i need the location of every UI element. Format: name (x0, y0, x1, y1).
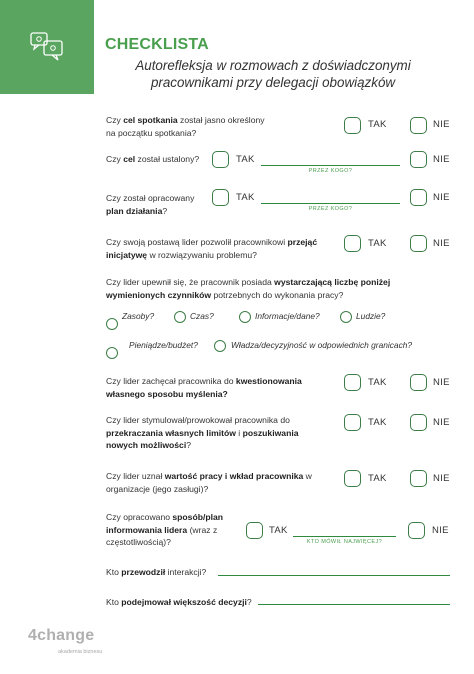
factor-label: Czas? (190, 311, 214, 321)
brand-tagline: akademia biznesu (58, 649, 103, 655)
option-label-yes: TAK (368, 377, 387, 388)
question-text: Czy lider stymulował/prowokował pracownika do (106, 415, 290, 425)
radio-factor-people[interactable] (340, 311, 352, 323)
hint-who: PRZEZ KOGO? (308, 206, 353, 212)
question-emphasis: podejmował większość decyzji (121, 597, 247, 607)
question-text: (wraz z częstotliwością)? (106, 524, 218, 547)
radio-factor-information[interactable] (239, 311, 251, 323)
page-subtitle: Autorefleksja w rozmowach z doświadczonymi pracownikami przy delegacji obowiązków (135, 58, 411, 90)
radio-factor-money[interactable] (106, 347, 118, 359)
checkbox-q4-yes[interactable] (344, 235, 361, 252)
option-label-no: NIE (433, 192, 450, 203)
question-emphasis: przewodził (121, 567, 166, 577)
question-text: ? (246, 597, 252, 607)
question-emphasis: wystarczającą liczbę poniżej wymienionych czynników (106, 277, 391, 300)
question-emphasis: kwestionowania własnego sposobu myślenia? (106, 376, 302, 399)
question-8 (106, 470, 316, 495)
question-text: ? (186, 440, 192, 450)
question-text: interakcji? (165, 567, 207, 577)
question-emphasis: poszukiwania nowych możliwości (106, 427, 299, 450)
option-label-yes: TAK (236, 154, 255, 165)
checkbox-q2-no[interactable] (410, 151, 427, 168)
checkbox-q4-no[interactable] (410, 235, 427, 252)
option-label-no: NIE (433, 377, 450, 388)
question-10 (106, 566, 226, 579)
question-text: Czy lider zachęcał pracownika do (106, 376, 236, 386)
question-text: Czy opracowano (106, 512, 173, 522)
option-label-no: NIE (433, 417, 450, 428)
factor-label: Ludzie? (356, 311, 386, 321)
factor-label: Pieniądze/budżet? (129, 340, 198, 350)
question-6 (106, 375, 341, 400)
question-emphasis: przejąć inicjatywę (106, 237, 318, 260)
question-text: w rozwiązywaniu problemu? (147, 249, 257, 260)
hint-who-spoke: KTO MÓWIŁ NAJWIĘCEJ? (306, 539, 383, 545)
hint-who: PRZEZ KOGO? (308, 168, 353, 174)
question-text: został ustalony? (135, 154, 200, 164)
question-text: Czy został opracowany (106, 193, 195, 203)
question-text: Kto (106, 597, 122, 607)
question-text: Czy lider upewnił się, że pracownik posiada (106, 277, 275, 287)
question-9 (106, 511, 234, 549)
radio-factor-time[interactable] (174, 311, 186, 323)
question-emphasis: sposób/plan informowania lidera (106, 512, 224, 535)
option-label-yes: TAK (368, 238, 387, 249)
question-3 (106, 192, 201, 217)
option-label-no: NIE (432, 525, 449, 536)
question-text: Czy lider uznał (106, 471, 165, 481)
question-emphasis: cel spotkania (123, 115, 178, 125)
checkbox-q8-no[interactable] (410, 470, 427, 487)
factor-label: Zasoby? (122, 311, 155, 321)
factor-label: Władza/decyzyjność w odpowiednich granicach? (231, 340, 413, 350)
question-text: ? (162, 205, 168, 216)
question-1 (106, 114, 271, 139)
question-text: w organizacje (jego zasługi)? (106, 471, 312, 494)
question-4 (106, 236, 336, 261)
checkbox-q6-no[interactable] (410, 374, 427, 391)
option-label-yes: TAK (368, 119, 387, 130)
question-text: Czy (106, 154, 124, 164)
answer-line-q9[interactable] (293, 536, 396, 537)
answer-line-q2[interactable] (261, 165, 400, 166)
answer-line-q3[interactable] (261, 203, 400, 204)
radio-factor-authority[interactable] (214, 340, 226, 352)
checkbox-q3-yes[interactable] (212, 189, 229, 206)
checkbox-q1-no[interactable] (410, 117, 427, 134)
answer-line-q10[interactable] (218, 575, 450, 576)
checkbox-q8-yes[interactable] (344, 470, 361, 487)
question-emphasis: przekraczania własnych limitów (106, 427, 236, 438)
option-label-yes: TAK (269, 525, 288, 536)
question-text: Czy (106, 115, 124, 125)
question-text: Kto (106, 567, 122, 577)
checkbox-q7-no[interactable] (410, 414, 427, 431)
checkbox-q1-yes[interactable] (344, 117, 361, 134)
option-label-yes: TAK (236, 192, 255, 203)
question-text: Czy swoją postawą lider pozwolił pracownikowi (106, 237, 288, 247)
question-emphasis: wartość pracy i wkład pracownika (164, 471, 304, 481)
question-text: potrzebnych do wykonania pracy? (211, 289, 344, 300)
checkbox-q7-yes[interactable] (344, 414, 361, 431)
option-label-no: NIE (433, 154, 450, 165)
option-label-no: NIE (433, 473, 450, 484)
brand-name: 4change (28, 627, 95, 644)
question-7 (106, 414, 316, 452)
conversation-icon (30, 32, 64, 62)
question-11 (106, 596, 266, 609)
checkbox-q9-yes[interactable] (246, 522, 263, 539)
question-text: i (235, 427, 243, 438)
question-emphasis: cel (123, 154, 136, 164)
header-corner-block (0, 0, 94, 94)
option-label-no: NIE (433, 119, 450, 130)
question-text: został jasno określony na początku spotkania? (106, 115, 265, 138)
option-label-yes: TAK (368, 473, 387, 484)
option-label-no: NIE (433, 238, 450, 249)
radio-factor-resources[interactable] (106, 318, 118, 330)
question-2 (106, 153, 211, 166)
answer-line-q11[interactable] (258, 604, 450, 605)
checkbox-q9-no[interactable] (408, 522, 425, 539)
question-5 (106, 276, 446, 301)
page-title: CHECKLISTA (105, 36, 209, 53)
brand-logo (28, 627, 103, 655)
factor-label: Informacje/dane? (255, 311, 320, 321)
checkbox-q6-yes[interactable] (344, 374, 361, 391)
checkbox-q3-no[interactable] (410, 189, 427, 206)
question-emphasis: plan działania (106, 205, 163, 216)
option-label-yes: TAK (368, 417, 387, 428)
checkbox-q2-yes[interactable] (212, 151, 229, 168)
